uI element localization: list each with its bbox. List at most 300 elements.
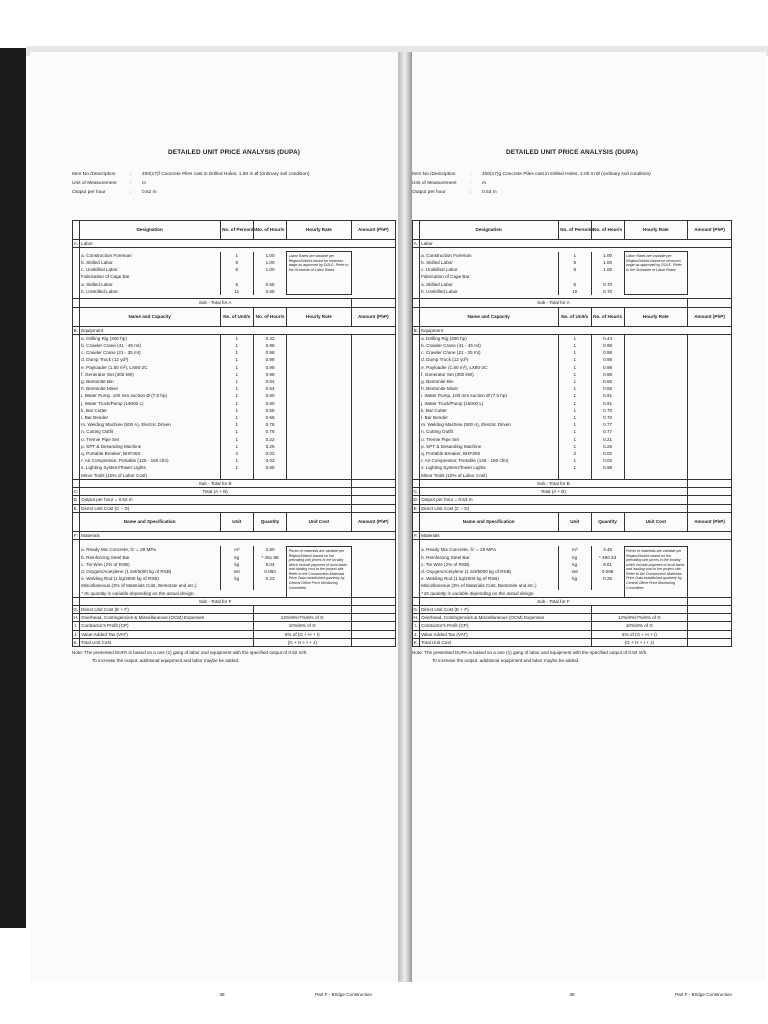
equipment-units: 1 bbox=[220, 464, 253, 471]
labor-amount bbox=[351, 273, 395, 280]
column-header: Name and Capacity bbox=[419, 307, 558, 326]
section-letter: I. bbox=[414, 623, 418, 629]
equipment-hours: 0.64 bbox=[253, 378, 286, 385]
equipment-rate bbox=[287, 378, 351, 385]
equipment-row bbox=[73, 436, 396, 443]
equipment-name: e. Payloader (1.50 m³), LX80-2C bbox=[419, 364, 558, 371]
letter-cell bbox=[73, 436, 80, 443]
labor-persons: 1 bbox=[220, 252, 253, 259]
labor-persons: 5 bbox=[558, 259, 591, 266]
section-title: Labor bbox=[419, 240, 731, 248]
equipment-amount bbox=[688, 342, 732, 349]
letter-cell bbox=[73, 512, 80, 531]
material-name: c. Tie Wire (2% of RSB) bbox=[419, 561, 558, 568]
section-letter: E. bbox=[73, 505, 78, 511]
labor-row bbox=[413, 252, 732, 259]
material-row bbox=[73, 546, 396, 553]
equipment-amount bbox=[688, 407, 732, 414]
equipment-row bbox=[73, 378, 396, 385]
section-letter: K. bbox=[413, 639, 418, 645]
summary-label: Contractor's Profit (CP) bbox=[419, 622, 591, 630]
labor-persons: 11 bbox=[220, 288, 253, 295]
column-header: Hourly Rate bbox=[624, 307, 688, 326]
equipment-amount bbox=[351, 472, 395, 480]
letter-cell bbox=[73, 356, 80, 363]
equipment-units: 1 bbox=[558, 457, 591, 464]
equipment-hours: 0.64 bbox=[253, 385, 286, 392]
material-name: d. Oxygen/Acetylene (1 set/5000 kg of RSB) bbox=[419, 568, 558, 575]
subtotal-amount bbox=[351, 299, 395, 307]
section-letter: A. bbox=[73, 241, 78, 246]
equipment-name: i. Water Pump, 100 mm suction Ø (7.5 hp) bbox=[419, 392, 558, 399]
equipment-units: 1 bbox=[558, 443, 591, 450]
labor-amount bbox=[351, 288, 395, 295]
item-meta bbox=[72, 170, 396, 197]
subtotal-amount bbox=[688, 299, 732, 307]
summary-label: Direct Unit Cost (C ÷ D) bbox=[419, 504, 688, 512]
equipment-name: b. Crawler Crane (41 - 45 mt) bbox=[419, 342, 558, 349]
labor-hours: 1.00 bbox=[253, 259, 286, 266]
meta-colon: : bbox=[470, 181, 472, 186]
section-header-row bbox=[73, 307, 396, 326]
equipment-row bbox=[413, 472, 732, 480]
equipment-amount bbox=[351, 443, 395, 450]
equipment-amount bbox=[688, 421, 732, 428]
labor-hours: 1.00 bbox=[591, 259, 624, 266]
section-title: Equipment bbox=[419, 326, 731, 334]
material-quantity bbox=[591, 582, 624, 589]
equipment-amount bbox=[351, 378, 395, 385]
equipment-amount bbox=[688, 378, 732, 385]
equipment-amount bbox=[351, 400, 395, 407]
section-name: Part F - Bridge Construction bbox=[315, 992, 372, 997]
equipment-rate bbox=[287, 428, 351, 435]
equipment-units: 1 bbox=[558, 371, 591, 378]
note-line: To increase the output, additional equipment and labor maybe be added. bbox=[92, 658, 240, 664]
page-number: 38 bbox=[219, 992, 225, 997]
material-quantity: 9.04 bbox=[253, 561, 286, 568]
dupa-table-wrap bbox=[72, 220, 396, 663]
equipment-name: k. Bar Cutter bbox=[79, 407, 220, 414]
equipment-amount bbox=[351, 334, 395, 342]
labor-designation: Fabrication of Cage Bar bbox=[79, 273, 220, 280]
page-39 bbox=[404, 52, 766, 997]
materials-section-row bbox=[73, 531, 396, 539]
material-amount bbox=[688, 575, 732, 582]
labor-amount bbox=[688, 281, 732, 288]
equipment-row bbox=[73, 392, 396, 399]
summary-row bbox=[73, 638, 396, 646]
equipment-units: 1 bbox=[220, 428, 253, 435]
equipment-amount bbox=[351, 414, 395, 421]
letter-cell bbox=[73, 414, 80, 421]
dupa-table bbox=[412, 220, 732, 647]
material-quantity: 0.090 bbox=[253, 568, 286, 575]
labor-hours: 0.68 bbox=[253, 288, 286, 295]
equipment-name: c. Crawler Crane (21 - 25 mt) bbox=[419, 349, 558, 356]
equipment-row bbox=[413, 356, 732, 363]
section-header-row bbox=[73, 221, 396, 240]
summary-formula: 5% of (G + H + I) bbox=[253, 630, 351, 638]
material-unit bbox=[558, 582, 591, 589]
labor-rate-note: Labor Rates are variable per Region/District based on minimum wage as approved by DOLE. Refer to the Schedule of Labor Rates. bbox=[624, 252, 688, 295]
section-letter: H. bbox=[413, 615, 419, 621]
summary-amount bbox=[688, 606, 732, 614]
equipment-section-row bbox=[73, 326, 396, 334]
dupa-table bbox=[72, 220, 396, 647]
meta-row bbox=[72, 179, 396, 188]
meta-row bbox=[72, 188, 396, 197]
letter-cell bbox=[73, 421, 80, 428]
equipment-hours: 0.70 bbox=[591, 407, 624, 414]
equipment-name: m. Welding Machine (500 A), Electric Driven bbox=[419, 421, 558, 428]
equipment-amount bbox=[351, 407, 395, 414]
page-title: DETAILED UNIT PRICE ANALYSIS (DUPA) bbox=[167, 149, 301, 156]
equipment-name: i. Water Pump, 100 mm suction Ø (7.5 hp) bbox=[79, 392, 220, 399]
material-unit: kg bbox=[558, 561, 591, 568]
summary-label: Direct Unit Cost (C ÷ D) bbox=[79, 504, 351, 512]
equipment-name: p. SPT & Desanding Machine bbox=[419, 443, 558, 450]
material-name: e. Welding Rod (1 kg/2000 kg of RSB) bbox=[79, 575, 220, 582]
equipment-amount bbox=[688, 428, 732, 435]
meta-key: Unit of Measurement bbox=[412, 181, 457, 186]
section-letter: E. bbox=[413, 505, 418, 511]
equipment-units: 1 bbox=[220, 443, 253, 450]
section-letter: F. bbox=[74, 532, 78, 538]
letter-cell bbox=[73, 273, 80, 280]
equipment-row bbox=[73, 407, 396, 414]
summary-amount bbox=[688, 488, 732, 496]
equipment-amount bbox=[688, 385, 732, 392]
equipment-hours: 0.98 bbox=[591, 349, 624, 356]
summary-amount bbox=[351, 614, 395, 622]
material-amount bbox=[351, 546, 395, 553]
equipment-row bbox=[73, 457, 396, 464]
equipment-hours: 0.68 bbox=[253, 414, 286, 421]
equipment-name: p. SPT & Desanding Machine bbox=[79, 443, 220, 450]
equipment-hours: 0.76 bbox=[253, 428, 286, 435]
material-unit: m³ bbox=[558, 546, 591, 553]
material-row bbox=[413, 546, 732, 553]
equipment-hours: 0.98 bbox=[591, 356, 624, 363]
column-header: No. of Person/s bbox=[220, 221, 253, 240]
materials-section-row bbox=[413, 531, 732, 539]
labor-hours: 0.70 bbox=[591, 281, 624, 288]
equipment-row bbox=[73, 464, 396, 471]
equipment-amount bbox=[351, 364, 395, 371]
equipment-rate bbox=[287, 414, 351, 421]
column-header: Unit bbox=[220, 512, 253, 531]
equipment-units: 1 bbox=[558, 334, 591, 342]
equipment-units: 1 bbox=[220, 371, 253, 378]
material-quantity: 0.25 bbox=[591, 575, 624, 582]
equipment-rate bbox=[287, 364, 351, 371]
letter-cell bbox=[73, 334, 80, 342]
material-quantity: 0.098 bbox=[591, 568, 624, 575]
subtotal-label: Sub - Total for A bbox=[79, 299, 351, 307]
equipment-rate bbox=[624, 421, 688, 428]
equipment-units: 1 bbox=[220, 392, 253, 399]
material-amount bbox=[688, 582, 732, 589]
equipment-row bbox=[73, 421, 396, 428]
equipment-units: 1 bbox=[558, 414, 591, 421]
letter-cell bbox=[73, 281, 80, 288]
equipment-name: q. Portable Breaker, BHF30S bbox=[419, 450, 558, 457]
equipment-units bbox=[220, 472, 253, 480]
meta-value: 0.62 m bbox=[142, 190, 157, 195]
labor-persons: 6 bbox=[220, 281, 253, 288]
labor-amount bbox=[688, 252, 732, 259]
subtotal-amount bbox=[688, 479, 732, 487]
equipment-hours: 0.02 bbox=[253, 450, 286, 457]
summary-amount bbox=[688, 622, 732, 630]
letter-cell bbox=[73, 259, 80, 266]
equipment-rate bbox=[624, 407, 688, 414]
section-letter: B. bbox=[73, 327, 78, 333]
summary-formula: 12%/9%/7%/6% of G bbox=[591, 614, 687, 622]
letter-cell bbox=[73, 266, 80, 273]
equipment-rate bbox=[287, 436, 351, 443]
letter-cell bbox=[73, 582, 80, 589]
equipment-hours: 0.76 bbox=[253, 421, 286, 428]
letter-cell bbox=[73, 457, 80, 464]
equipment-rate bbox=[624, 385, 688, 392]
equipment-units: 1 bbox=[220, 334, 253, 342]
equipment-amount bbox=[688, 457, 732, 464]
equipment-rate bbox=[287, 421, 351, 428]
section-title: Labor bbox=[79, 240, 395, 248]
equipment-name: e. Payloader (1.50 m³), LX80-2C bbox=[79, 364, 220, 371]
equipment-rate bbox=[624, 400, 688, 407]
column-header: Quantity bbox=[253, 512, 286, 531]
summary-row bbox=[73, 614, 396, 622]
equipment-row bbox=[413, 407, 732, 414]
column-header: No. of Unit/s bbox=[558, 307, 591, 326]
summary-amount bbox=[351, 496, 395, 504]
summary-formula: 10%/8% of G bbox=[591, 622, 687, 630]
labor-persons: 6 bbox=[558, 266, 591, 273]
material-quantity: 0.23 bbox=[253, 575, 286, 582]
labor-designation: a. Construction Foreman bbox=[79, 252, 220, 259]
equipment-units: 1 bbox=[558, 385, 591, 392]
summary-formula: 10%/8% of G bbox=[253, 622, 351, 630]
equipment-rate bbox=[287, 342, 351, 349]
material-name: a. Ready Mix Concrete, fc' = 28 MPa bbox=[79, 546, 220, 553]
equipment-units: 1 bbox=[220, 364, 253, 371]
summary-label: Overhead, Contingencies & Miscellaneous (OCM) Expenses bbox=[79, 614, 253, 622]
page-number: 39 bbox=[569, 992, 575, 997]
equipment-name: q. Portable Breaker, BHF30S bbox=[79, 450, 220, 457]
equipment-amount bbox=[351, 428, 395, 435]
equipment-name: n. Cutting Outfit bbox=[79, 428, 220, 435]
section-letter: H. bbox=[73, 615, 79, 621]
material-footnote: * Its quantity is variable depending on the actual design. bbox=[419, 590, 624, 598]
letter-cell bbox=[73, 221, 80, 240]
summary-amount bbox=[688, 614, 732, 622]
labor-amount bbox=[351, 266, 395, 273]
equipment-name: j. Water Truck/Pump (16000 L) bbox=[79, 400, 220, 407]
equipment-units: 1 bbox=[558, 428, 591, 435]
letter-cell bbox=[73, 364, 80, 371]
book-gutter bbox=[398, 52, 412, 982]
meta-colon: : bbox=[470, 190, 472, 195]
equipment-amount bbox=[688, 356, 732, 363]
equipment-hours: 0.98 bbox=[591, 342, 624, 349]
section-letter: G. bbox=[413, 607, 419, 613]
meta-row bbox=[412, 188, 732, 197]
equipment-name: d. Dump Truck (12 yd³) bbox=[419, 356, 558, 363]
equipment-hours bbox=[591, 472, 624, 480]
equipment-units: 1 bbox=[220, 378, 253, 385]
section-letter: F. bbox=[413, 532, 418, 538]
total-ab-row bbox=[73, 488, 396, 496]
letter-cell bbox=[73, 252, 80, 259]
summary-label: Direct Unit Cost (E + F) bbox=[79, 606, 253, 614]
equipment-units: 1 bbox=[220, 414, 253, 421]
meta-colon: : bbox=[130, 181, 132, 186]
summary-formula: (G + H + I + J) bbox=[253, 638, 351, 646]
meta-colon: : bbox=[130, 172, 132, 177]
equipment-amount bbox=[688, 450, 732, 457]
equipment-hours: 0.91 bbox=[591, 400, 624, 407]
section-header-row bbox=[73, 512, 396, 531]
materials-subtotal-row bbox=[413, 597, 732, 605]
material-amount bbox=[688, 568, 732, 575]
equipment-rate bbox=[287, 472, 351, 480]
equipment-row bbox=[413, 400, 732, 407]
equipment-name: c. Crawler Crane (21 - 25 mt) bbox=[79, 349, 220, 356]
section-title: Materials bbox=[419, 531, 731, 539]
equipment-row bbox=[73, 400, 396, 407]
equipment-units: 1 bbox=[220, 407, 253, 414]
material-name: Miscellaneous (3% of Materials Cost, Bentonite and etc.) bbox=[419, 582, 558, 589]
labor-amount bbox=[351, 259, 395, 266]
summary-formula: 12%/9%/7%/6% of G bbox=[253, 614, 351, 622]
letter-cell bbox=[73, 590, 80, 598]
section-letter: K. bbox=[73, 639, 78, 645]
letter-cell bbox=[73, 472, 80, 480]
meta-value: m bbox=[142, 181, 146, 186]
equipment-amount bbox=[688, 436, 732, 443]
equipment-units: 1 bbox=[558, 407, 591, 414]
equipment-name: f. Generator Set (300 kW) bbox=[79, 371, 220, 378]
equipment-hours: 0.90 bbox=[253, 400, 286, 407]
column-header: No. of Hour/s bbox=[591, 307, 624, 326]
equipment-name: a. Drilling Rig (300 hp) bbox=[79, 334, 220, 342]
letter-cell bbox=[73, 307, 80, 326]
equipment-units: 1 bbox=[558, 421, 591, 428]
column-header: No. of Hour/s bbox=[253, 221, 286, 240]
equipment-units: 2 bbox=[220, 450, 253, 457]
subtotal-amount bbox=[351, 597, 395, 605]
equipment-units: 1 bbox=[558, 356, 591, 363]
equipment-hours: 0.70 bbox=[591, 414, 624, 421]
column-header: Name and Specification bbox=[79, 512, 220, 531]
labor-designation: c. Unskilled Labor bbox=[79, 266, 220, 273]
equipment-name: h. Bentonite Mixer bbox=[79, 385, 220, 392]
equipment-name: o. Tremie Pipe Set bbox=[419, 436, 558, 443]
equipment-name: n. Cutting Outfit bbox=[419, 428, 558, 435]
summary-row bbox=[413, 614, 732, 622]
labor-amount bbox=[688, 266, 732, 273]
column-header: Amount (PhP) bbox=[351, 512, 395, 531]
equipment-units: 1 bbox=[220, 349, 253, 356]
material-amount bbox=[351, 582, 395, 589]
column-header: Amount (PhP) bbox=[688, 221, 732, 240]
labor-designation: a. Skilled Labor bbox=[419, 281, 558, 288]
equipment-row bbox=[73, 472, 396, 480]
summary-amount bbox=[351, 504, 395, 512]
equipment-rate bbox=[624, 428, 688, 435]
material-unit: kg bbox=[558, 554, 591, 561]
labor-hours: 0.70 bbox=[591, 288, 624, 295]
equipment-units: 1 bbox=[558, 400, 591, 407]
equipment-name: o. Tremie Pipe Set bbox=[79, 436, 220, 443]
equipment-amount bbox=[351, 436, 395, 443]
subtotal-label: Sub - Total for B bbox=[79, 479, 351, 487]
page-title: DETAILED UNIT PRICE ANALYSIS (DUPA) bbox=[505, 149, 639, 156]
section-header-row bbox=[413, 307, 732, 326]
equipment-amount bbox=[351, 421, 395, 428]
equipment-name: a. Drilling Rig (300 hp) bbox=[419, 334, 558, 342]
meta-row bbox=[72, 170, 396, 179]
labor-designation: b. Skilled Labor bbox=[79, 259, 220, 266]
equipment-rate bbox=[287, 443, 351, 450]
labor-amount bbox=[351, 281, 395, 288]
letter-cell bbox=[73, 554, 80, 561]
labor-designation: b. Unskilled Labor bbox=[419, 288, 558, 295]
equipment-amount bbox=[688, 464, 732, 471]
material-unit: kg bbox=[220, 554, 253, 561]
equipment-rate bbox=[624, 457, 688, 464]
material-amount bbox=[351, 590, 395, 598]
equipment-name: f. Generator Set (300 kW) bbox=[419, 371, 558, 378]
meta-key: Unit of Measurement bbox=[72, 181, 117, 186]
material-amount bbox=[351, 568, 395, 575]
section-title: Equipment bbox=[79, 326, 395, 334]
material-quantity: * 451.98 bbox=[253, 554, 286, 561]
materials-subtotal-row bbox=[73, 597, 396, 605]
equipment-row bbox=[413, 392, 732, 399]
equipment-row bbox=[73, 385, 396, 392]
equipment-rate bbox=[287, 385, 351, 392]
equipment-row bbox=[413, 421, 732, 428]
summary-label: Contractor's Profit (CP) bbox=[79, 622, 253, 630]
equipment-row bbox=[73, 364, 396, 371]
summary-label: Value Added Tax (VAT) bbox=[419, 630, 591, 638]
meta-colon: : bbox=[470, 172, 472, 177]
labor-persons: 10 bbox=[558, 288, 591, 295]
summary-amount bbox=[351, 630, 395, 638]
meta-colon: : bbox=[130, 190, 132, 195]
equipment-hours: 0.26 bbox=[591, 443, 624, 450]
summary-amount bbox=[351, 488, 395, 496]
column-header: Hourly Rate bbox=[287, 221, 351, 240]
summary-row bbox=[73, 606, 396, 614]
meta-row bbox=[412, 170, 732, 179]
equipment-rate bbox=[624, 342, 688, 349]
book-spine-shadow bbox=[0, 48, 26, 928]
equipment-amount bbox=[351, 385, 395, 392]
equipment-hours: 0.98 bbox=[591, 364, 624, 371]
summary-label: Output per hour = 0.53 m bbox=[419, 496, 688, 504]
material-unit: m³ bbox=[220, 546, 253, 553]
equipment-hours: 0.98 bbox=[253, 364, 286, 371]
material-name: c. Tie Wire (2% of RSB) bbox=[79, 561, 220, 568]
section-letter: A. bbox=[413, 241, 418, 246]
equipment-rate bbox=[287, 334, 351, 342]
note-line: Note: The presented DUPA is based on a one (1) gang of labor and equipment with the specified output of 0.53 m/h. bbox=[412, 650, 648, 656]
